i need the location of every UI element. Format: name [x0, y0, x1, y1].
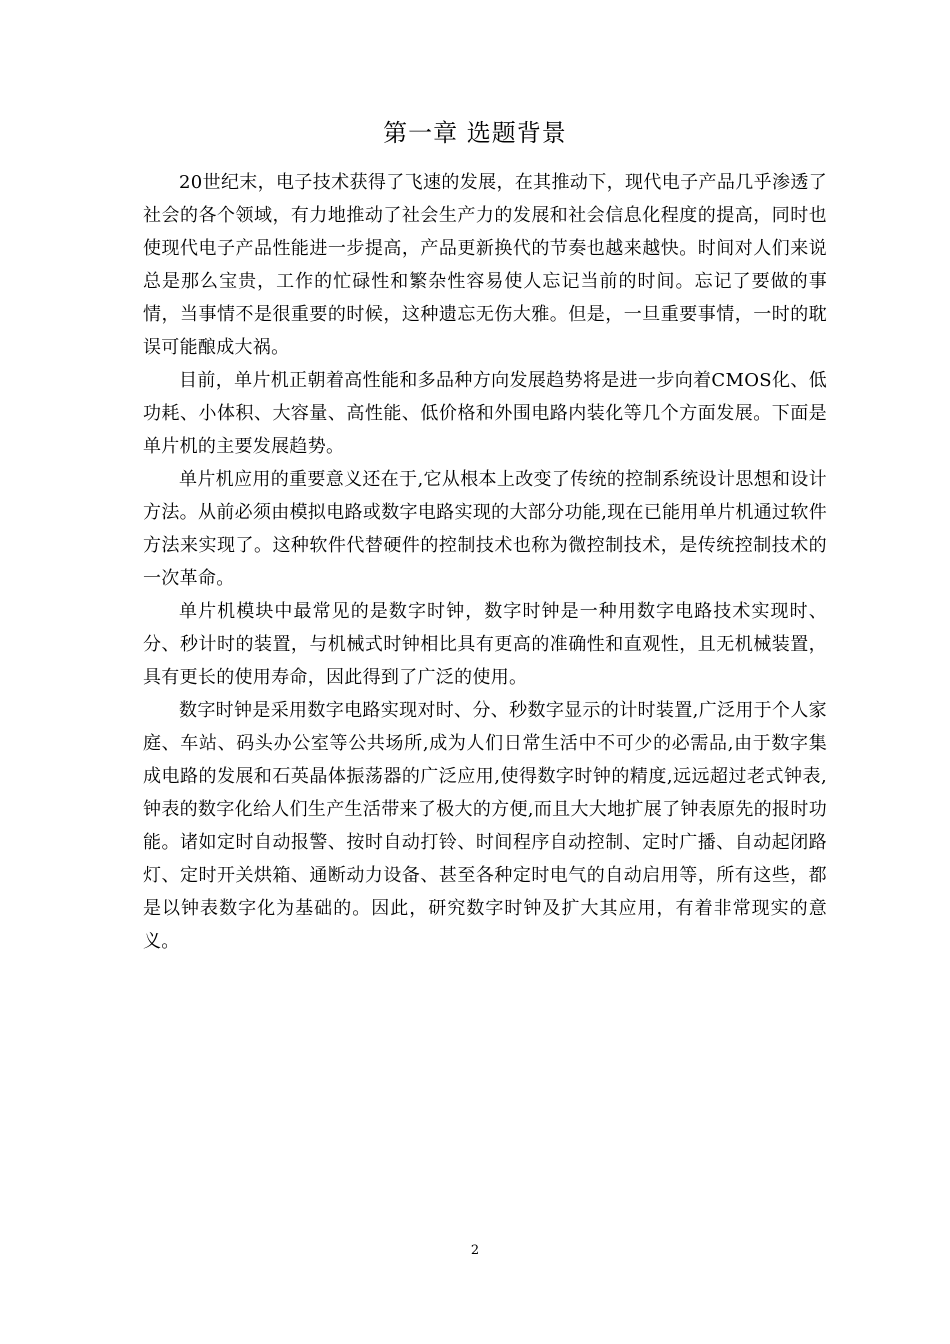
paragraph-3: 单片机应用的重要意义还在于,它从根本上改变了传统的控制系统设计思想和设计方法。从前必须由模拟电路或数字电路实现的大部分功能,现在已能用单片机通过软件方法来实现了。这种软件代替硬件的控制技术也称为微控制技术，是传统控制技术的一次革命。 — [143, 469, 827, 589]
page-number: 2 — [470, 1243, 480, 1258]
paragraph-1: 20世纪末，电子技术获得了飞速的发展，在其推动下，现代电子产品几乎渗透了社会的各个领域，有力地推动了社会生产力的发展和社会信息化程度的提高，同时也使现代电子产品性能进一步提高，产品更新换代的节奏也越来越快。时间对人们来说总是那么宝贵，工作的忙碌性和繁杂性容易使人忘记当前的时间。忘记了要做的事情，当事情不是很重要的时候，这种遗忘无伤大雅。但是，一旦重要事情，一时的耽误可能酿成大祸。 — [143, 172, 827, 358]
document-body — [143, 166, 827, 958]
paragraph-4: 单片机模块中最常见的是数字时钟，数字时钟是一种用数字电路技术实现时、分、秒计时的装置，与机械式时钟相比具有更高的准确性和直观性，且无机械装置，具有更长的使用寿命，因此得到了广泛的使用。 — [143, 601, 827, 688]
paragraph-5: 数字时钟是采用数字电路实现对时、分、秒数字显示的计时装置,广泛用于个人家庭、车站、码头办公室等公共场所,成为人们日常生活中不可少的必需品,由于数字集成电路的发展和石英晶体振荡器的广泛应用,使得数字时钟的精度,远远超过老式钟表, 钟表的数字化给人们生产生活带来了极大的方便,而且大大地扩展了钟表原先的报时功能。诸如定时自动报警、按时自动打铃、时间程序自动控制、定时广播、自动起闭路灯、定时开关烘箱、通断动力设备、甚至各种定时电气的自动启用等，所有这些，都是以钟表数字化为基础的。因此，研究数字时钟及扩大其应用，有着非常现实的意义。 — [143, 700, 827, 952]
paragraph-2: 目前，单片机正朝着高性能和多品种方向发展趋势将是进一步向着CMOS化、低功耗、小体积、大容量、高性能、低价格和外围电路内装化等几个方面发展。下面是单片机的主要发展趋势。 — [143, 370, 827, 457]
chapter-title: 第一章 选题背景 — [383, 119, 567, 147]
